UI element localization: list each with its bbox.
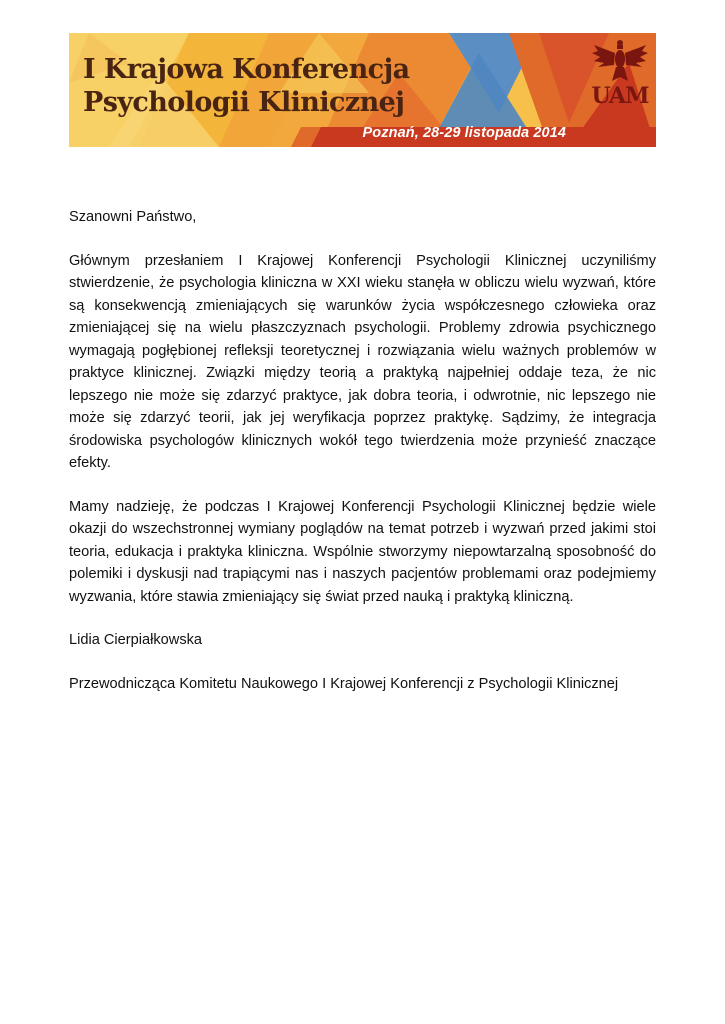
paragraph-2: Mamy nadzieję, że podczas I Krajowej Konferencji Psychologii Klinicznej będzie wiele okazji do wszechstronnej wymiany poglądów na temat potrzeb i wyzwań przed jakimi stoi teoria, edukacja i praktyka kliniczna. Wspólnie stworzymy niepowtarzalną sposobność do polemiki i dyskusji nad trapiącymi nas i naszych pacjentów problemami oraz podejmiemy wyzwania, które stawia zmieniający się świat przed nauką i praktyką kliniczną. [69,498,656,605]
banner-title-line1: I Krajowa Konferencja [83,54,410,85]
banner-date: Poznań, 28-29 listopada 2014 [362,125,566,141]
greeting: Szanowni Państwo, [69,209,197,225]
letter-body [69,206,656,716]
banner-title-line2: Psychologii Klinicznej [83,87,405,118]
uam-logo-text: UAM [591,83,649,109]
conference-banner [69,33,656,147]
banner-title [83,53,410,119]
paragraph-1: Głównym przesłaniem I Krajowej Konferencji Psychologii Klinicznej uczyniliśmy stwierdzenie, że psychologia kliniczna w XXI wieku stanęła w obliczu wielu wyzwań, które są konsekwencją zmieniających się warunków życia współczesnego człowieka oraz zmieniającej się na wielu płaszczyznach psychologii. Problemy zdrowia psychicznego wymagają pogłębionej refleksji teoretycznej i rozwiązania wielu ważnych problemów w praktyce klinicznej. Związki między teorią a praktyką najpełniej oddaje teza, że nic lepszego nie może się zdarzyć praktyce, jak dobra teoria, i odwrotnie, nic lepszego nie może się zdarzyć teorii, jak jej weryfikacja poprzez praktykę. Sądzimy, że integracja środowiska psychologów klinicznych wokół tego twierdzenia może przynieść znaczące efekty. [69,252,656,471]
signature-title: Przewodnicząca Komitetu Naukowego I Krajowej Konferencji z Psychologii Klinicznej [69,675,619,692]
signature-name: Lidia Cierpiałkowska [69,632,203,648]
